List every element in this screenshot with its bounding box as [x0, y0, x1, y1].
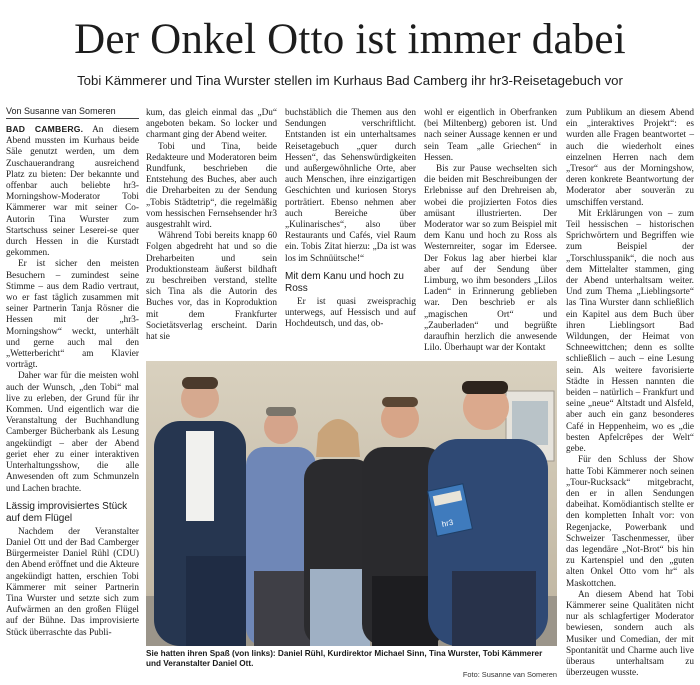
paragraph: Bis zur Pause wechselten sich die beiden mit Beschreibungen der Erlebnisse auf den Drehreisen ab, wobei die projizierten Fotos dies amüsant illustrierten. Der Moderator war so zum Beispiel mit dem Kanu und hoch zu Ross als Westernreiter, sogar im Edersee. Der Fokus lag aber hierbei klar aber auf der Sendung über Limburg, wo ihm besonders „Lilos Laden“ in Erinnerung geblieben war. Den beschrieb er als „magischen Ort“ und „Zauberladen“ und begrüßte daraufhin herzlich die anwesende Lilo. Überhaupt war der Kontakt [424, 164, 557, 354]
article-column-4 [424, 108, 557, 354]
photo-caption [146, 649, 557, 679]
paragraph: Daher war für die meisten wohl auch der Wunsch, „den Tobi“ mal live zu erleben, der Grund für ihr Kommen. Und eigentlich war die Veranstaltung der Buchhandlung Camberger Bücherbank als Lesung angekündigt – aber der Abend geriet eher zu einer interaktiven Unterhaltungsshow, die alle Anwesenden oft zum Schmunzeln und Lachen brachte. [6, 371, 139, 494]
paragraph: Er ist sicher den meisten Besuchern – zumindest seine Stimme – aus dem Radio vertraut, wo er fast täglich zusammen mit seiner Partnerin Tanja Rösner die Hessen mit der „hr3-Morningshow“ weckt, unterhält und gerne auch mal den „Wetterbericht“ am Klavier vorträgt. [6, 259, 139, 371]
paragraph: Für den Schluss der Show hatte Tobi Kämmerer noch seinen „Tour-Rucksack“ mitgebracht, den er in allen Sendungen dabeihat. Komödiantisch stellte er den kompletten Inhalt vor: von Regenjacke, Powerbank und Schweizer Taschenmesser, über das legendäre „Not-Brot“ bis hin zu Kartenspiel und den „guten alten Onkel Otto vom hr“ als Maskottchen. [566, 455, 694, 589]
paragraph: An diesem Abend hat Tobi Kämmerer seine Qualitäten nicht nur als schlagfertiger Moderator bewiesen, sondern auch als Musiker und Comedian, der mit Spontanität und Charme auch live überaus unterhaltsam zu überzeugen wusste. [566, 589, 694, 679]
paragraph: Tobi und Tina, beide Redakteure und Moderatoren beim Rundfunk, beschrieben die Entstehung des Buches, aber auch die Dreharbeiten zu der Sendung „Tobis Städtetrip“, die regelmäßig vom hessischen Fernsehsender hr3 ausgestrahlt wird. [146, 141, 277, 231]
paragraph: Während Tobi bereits knapp 60 Folgen abgedreht hat und so die Dreharbeiten und sein Produktionsteam äußerst bildhaft zu beschreiben verstand, stellte sich Tina als die Autorin des Buches vor, das in Koproduktion mit dem Frankfurter Societätsverlag erscheint. Darin hat sie [146, 231, 277, 343]
paragraph: kum, das gleich einmal das „Du“ angeboten bekam. So locker und charmant ging der Abend weiter. [146, 108, 277, 141]
byline: Von Susanne van Someren [6, 106, 116, 116]
dateline: BAD CAMBERG. [6, 124, 84, 134]
paragraph: zum Publikum an diesem Abend ein „interaktives Projekt“: es wurden alle Fragen beantwortet – auch die wiederholt eines einzelnen Herren nach dem „Tresor“ aus der Morningshow, deren konkrete Beantwortung der Moderator aber souverän zu umschiffen verstand. [566, 108, 694, 208]
section-heading: Lässig improvisiertes Stück auf dem Flügel [6, 500, 128, 524]
paragraph: buchstäblich die Themen aus den Sendungen verschriftlicht. Entstanden ist ein unterhaltsames Reisetagebuch „quer durch Hessen“, das Sehenswürdigkeiten und außergewöhnliche Orte, aber auch Menschen, ihre einzigartigen Geschichten und kuriosen Storys porträtiert. Ebenso nehmen aber auch Bereiche über „Kulinarisches“, also über Restaurants und Cafés, viel Raum ein. Tobis Zitat hierzu: „Da ist was los im Schnüütsche!“ [285, 108, 416, 264]
paragraph: Mit Erklärungen von – zum Teil hessischen – historischen Sprichwörtern und Begriffen wie zum Beispiel der „Torschlusspanik“, die noch aus dem Mittelalter stammen, ging der Abend unterhaltsam weiter. Und zum Thema „Lieblingsorte“ las Tina Wurster dann schließlich ein Kapitel aus dem Buch über ihren Lieblingsort Bad Wildungen, der Heimat von Schneewittchen; denn es sollte schließlich – auch – eine Lesung sein. Als weitere favorisierte Städte in Hessen nannten die beiden – natürlich – Frankfurt und seine „neue“ Altstadt und Alsfeld, aber auch ein ganz besonderes Café in Heppenheim, wo es „die besten Apfelcrêpes der Welt“ gebe. [566, 208, 694, 455]
subheadline: Tobi Kämmerer und Tina Wurster stellen im Kurhaus Bad Camberg ihr hr3-Reisetagebuch vor [77, 73, 623, 88]
article-column-5 [566, 108, 694, 679]
paragraph: Er ist quasi zweisprachig unterwegs, auf Hessisch und auf Hochdeutsch, und das, ob- [285, 296, 416, 330]
byline-rule [6, 118, 139, 119]
caption-text: Sie hatten ihren Spaß (von links): Daniel Rühl, Kurdirektor Michael Sinn, Tina Wurster, Tobi Kämmerer und Veranstalter Daniel Ott. [146, 649, 543, 668]
headline: Der Onkel Otto ist immer dabei [74, 16, 626, 63]
article-column-1 [6, 124, 139, 639]
group-photo-illustration [146, 361, 557, 646]
paragraph: BAD CAMBERG. An diesem Abend mussten im Kurhaus beide Säle genutzt werden, um dem Zuschauerandrang ausreichend Platz zu bieten: Der bekannte und offenbar auch beliebte hr3-Morningshow-Moderator Tobi Kämmerer war mit seiner Co-Autorin Tina Wurster zum Startschuss seiner Leserei-se quer durch Hessen in die Kurstadt gekommen. [6, 124, 140, 259]
paragraph: Nachdem der Veranstalter Daniel Ott und der Bad Camberger Bürgermeister Daniel Rühl (CDU) den Abend eröffnet und die Akteure angekündigt hatten, erschien Tobi Kämmerer mit seiner Partnerin Tina Wurster und setzte sich zum Aufwärmen an den großen Flügel auf der Bühne. Das improvisierte Stück überraschte das Publi- [6, 526, 139, 638]
group-photo [146, 361, 557, 646]
article-column-3 [285, 108, 416, 330]
book-cover-text: hr3 [440, 517, 455, 529]
paragraph: wohl er eigentlich in Oberfranken (bei Miltenberg) geboren ist. Und nach seiner Aussage kennen er und sein Team „alle Griechen“ in Hessen. [424, 108, 557, 163]
photo-credit: Foto: Susanne van Someren [462, 670, 557, 679]
article-column-2 [146, 108, 277, 343]
section-heading: Mit dem Kanu und hoch zu Ross [285, 270, 404, 294]
